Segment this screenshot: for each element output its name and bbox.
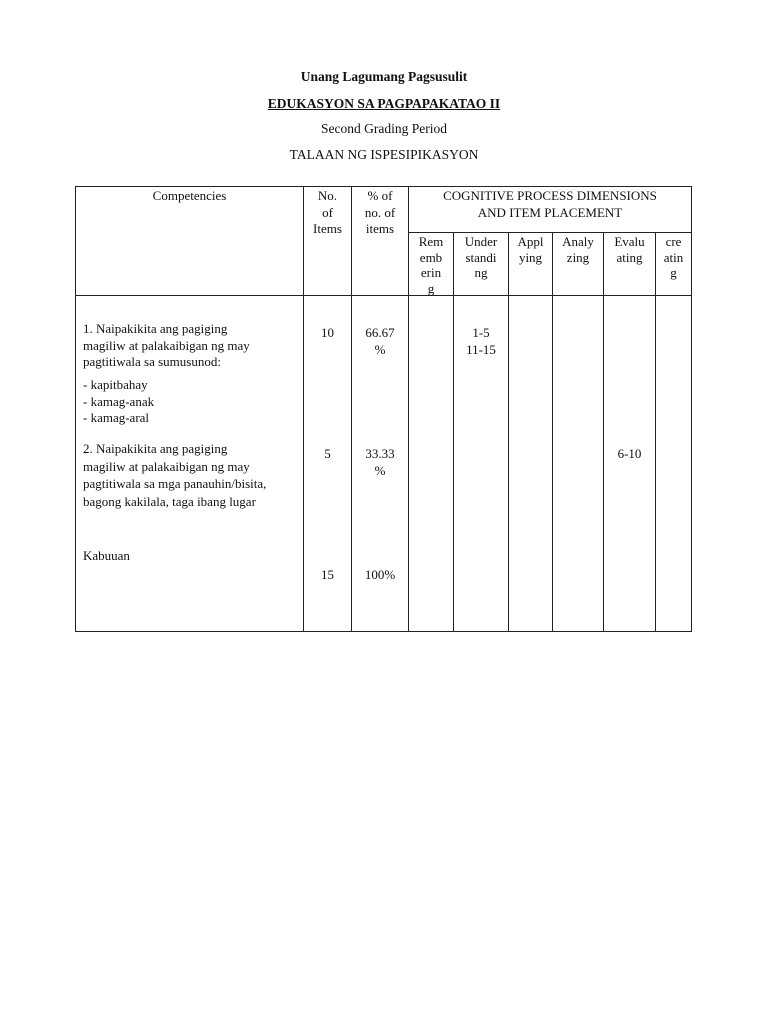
- competency-text: magiliw at palakaibigan ng may: [83, 337, 250, 353]
- header-text: Evalu: [614, 234, 645, 249]
- column-divider: [508, 232, 509, 632]
- exam-title: Unang Lagumang Pagsusulit: [300, 69, 468, 84]
- header-text: Under: [464, 234, 498, 249]
- row1-item-count: 10: [321, 325, 334, 340]
- row2-item-count: 5: [324, 446, 331, 461]
- table-border-top: [75, 186, 692, 187]
- column-divider: [351, 186, 352, 632]
- header-no-of-items: [304, 188, 351, 238]
- header-competencies: Competencies: [152, 188, 227, 203]
- header-text: of: [322, 204, 333, 220]
- header-understanding: [454, 234, 508, 281]
- column-divider: [303, 186, 304, 632]
- column-divider: [655, 232, 656, 632]
- row2-competency: [83, 440, 301, 510]
- header-text: erin: [420, 265, 442, 280]
- row2-percent: [352, 446, 408, 479]
- competency-text: pagtitiwala sa sumusunod:: [83, 354, 221, 369]
- header-text: Rem: [418, 234, 444, 249]
- row1-bullet-list: [83, 377, 301, 427]
- list-item: - kamag-anak: [83, 393, 155, 409]
- header-text: g: [427, 280, 435, 296]
- header-text: emb: [419, 249, 443, 265]
- grading-period: Second Grading Period: [321, 121, 447, 136]
- placement-range: 11-15: [466, 341, 496, 357]
- header-text: no. of: [364, 204, 396, 220]
- competency-text: bagong kakilala, taga ibang lugar: [83, 493, 256, 509]
- list-item: - kapitbahay: [83, 377, 148, 392]
- header-text: No.: [317, 188, 338, 203]
- column-divider: [453, 232, 454, 632]
- competency-text: 2. Naipakikita ang pagiging: [83, 441, 228, 456]
- column-divider: [552, 232, 553, 632]
- header-row-divider: [75, 295, 692, 296]
- header-text: COGNITIVE PROCESS DIMENSIONS: [443, 188, 657, 203]
- header-text: standi: [465, 249, 497, 265]
- table-border-bottom: [75, 631, 692, 632]
- total-item-count: 15: [321, 567, 334, 582]
- header-cognitive-dimensions: [409, 188, 691, 221]
- total-label: Kabuuan: [83, 548, 130, 563]
- row1-understanding-placement: [454, 325, 508, 358]
- header-text: items: [365, 221, 395, 236]
- header-text: g: [670, 265, 677, 280]
- header-text: cre: [665, 234, 682, 249]
- competency-text: pagtitiwala sa mga panauhin/bisita,: [83, 476, 267, 491]
- subject-title: EDUKASYON SA PAGPAPAKATAO II: [267, 96, 501, 111]
- header-text: Analy: [562, 234, 594, 249]
- row1-percent: [352, 325, 408, 358]
- header-text: Items: [313, 221, 342, 236]
- header-applying: [509, 234, 552, 265]
- header-text: atin: [663, 249, 684, 265]
- row1-competency: [83, 321, 301, 371]
- header-text: Appl: [517, 234, 544, 249]
- table-border-right: [691, 186, 692, 632]
- table-border-left: [75, 186, 76, 632]
- header-analyzing: [553, 234, 603, 265]
- row2-evaluating-placement: 6-10: [617, 446, 642, 461]
- column-divider: [603, 232, 604, 632]
- percent-sign: %: [374, 462, 386, 478]
- header-text: % of: [367, 188, 393, 203]
- header-remembering: [409, 234, 453, 296]
- cognitive-subheader-divider: [408, 232, 692, 233]
- header-text: ng: [474, 265, 488, 280]
- header-percent-items: [352, 188, 408, 238]
- header-text: ating: [616, 249, 643, 265]
- total-percent: 100%: [364, 567, 396, 582]
- list-item: - kamag-aral: [83, 410, 150, 425]
- percent-value: 66.67: [365, 325, 395, 340]
- header-text: AND ITEM PLACEMENT: [477, 204, 623, 220]
- percent-sign: %: [374, 341, 386, 357]
- competency-text: magiliw at palakaibigan ng may: [83, 458, 250, 474]
- header-text: ying: [518, 249, 543, 265]
- header-evaluating: [604, 234, 655, 265]
- header-text: zing: [566, 249, 590, 265]
- competency-text: 1. Naipakikita ang pagiging: [83, 321, 228, 336]
- percent-value: 33.33: [365, 446, 395, 461]
- placement-range: 1-5: [472, 325, 490, 340]
- header-creating: [656, 234, 691, 281]
- table-title: TALAAN NG ISPESIPIKASYON: [289, 147, 479, 162]
